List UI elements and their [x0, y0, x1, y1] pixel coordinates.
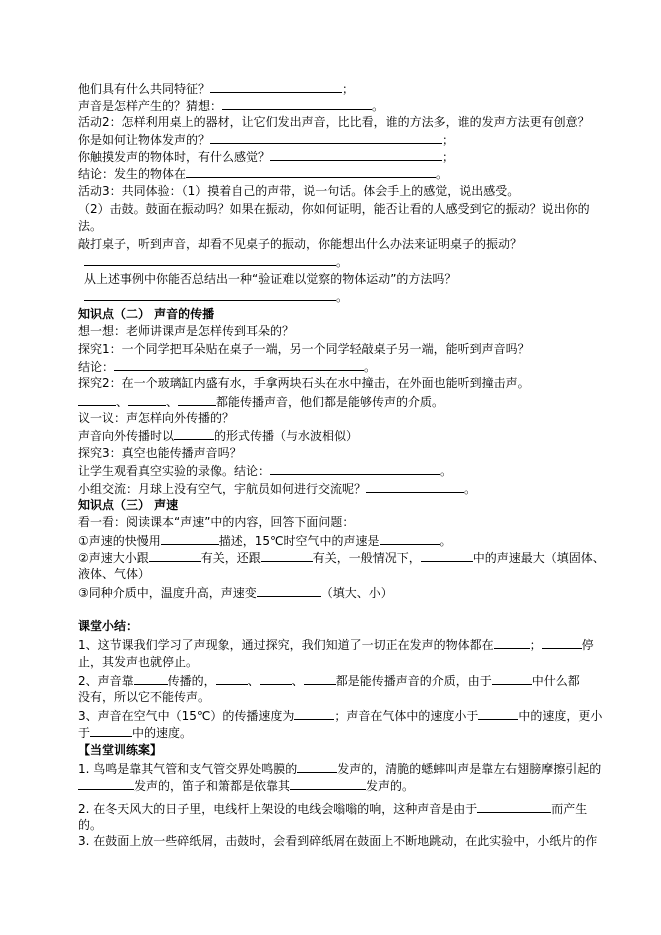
text-line: 2. 在冬天风大的日子里，电线杆上架设的电线会嗡嗡的响，这种声音是由于 而产生	[78, 802, 588, 816]
blank-field[interactable]	[492, 672, 532, 685]
blank-field[interactable]	[186, 165, 436, 178]
text-line: 法。	[78, 219, 103, 233]
text-line: 小组交流：月球上没有空气，宇航员如何进行交流呢？ 。	[78, 482, 477, 496]
blank-field[interactable]	[78, 393, 116, 406]
text-line: 你触摸发声的物体时，有什么感觉？ ；	[78, 150, 455, 164]
text-line: 发声的，笛子和箫都是依靠其 发声的。	[78, 777, 414, 794]
blank-field[interactable]	[304, 672, 336, 685]
text-line: 没有，所以它不能传声。	[78, 690, 211, 704]
text-line: 3. 在鼓面上放一些碎纸屑，击鼓时，会看到碎纸屑在鼓面上不断地跳动，在此实验中，小纸片的作	[78, 834, 598, 848]
blank-field[interactable]	[216, 672, 248, 685]
blank-field[interactable]	[477, 800, 551, 813]
text-line: 探究3：真空也能传播声音吗？	[78, 446, 242, 460]
text-line: ①声速的快慢用 描述，15℃时空气中的声速是 。	[78, 534, 452, 548]
blank-field[interactable]	[222, 97, 372, 110]
blank-field[interactable]	[128, 393, 166, 406]
text-line: 看一看：阅读课本“声速”中的内容，回答下面问题：	[78, 515, 355, 529]
section-heading: 知识点（二） 声音的传播	[78, 307, 215, 321]
text-line: 、 、 都能传播声音，他们都是能够传声的介质。	[78, 393, 444, 410]
text-line: （2）击鼓。鼓面在振动吗？如果在振动，你如何证明，能否让看的人感受到它的振动？说出你的	[78, 202, 590, 216]
text-line: 想一想：老师讲课声是怎样传到耳朵的？	[78, 324, 295, 338]
blank-field[interactable]	[260, 672, 292, 685]
blank-field[interactable]	[134, 672, 168, 685]
blank-field[interactable]	[290, 777, 366, 790]
blank-field[interactable]	[421, 549, 473, 562]
blank-field[interactable]	[114, 358, 364, 371]
blank-field[interactable]	[494, 636, 530, 649]
blank-field[interactable]	[178, 393, 216, 406]
blank-field[interactable]	[84, 288, 336, 301]
blank-field[interactable]	[478, 707, 518, 720]
text-line: 结论：发生的物体在 。	[78, 167, 449, 181]
text-line: 活动3：共同体验：（1）摸着自己的声带，说一句话。体会手上的感觉，说出感受。	[78, 184, 520, 198]
text-line: 1、这节课我们学习了声现象，通过探究，我们知道了一切正在发声的物体都在 ； 停	[78, 638, 594, 652]
blank-field[interactable]	[90, 724, 132, 737]
text-line: 止，其发声也就停止。	[78, 655, 199, 669]
blank-field[interactable]	[270, 148, 442, 161]
text-line: 议一议：声怎样向外传播的？	[78, 411, 235, 425]
text-line: 活动2：怎样利用桌上的器材，让它们发出声音，比比看，谁的方法多，谁的发声方法更有创意？	[78, 115, 590, 129]
text-line: 你是如何让物体发声的？ ；	[78, 133, 455, 147]
text-line: 2、声音靠 传播的， 、 、 都是能传播声音的介质，由于 中什么都	[78, 674, 580, 688]
section-heading: 课堂小结：	[78, 619, 139, 633]
text-line: 让学生观看真空实验的录像。结论： 。	[78, 464, 453, 478]
section-heading: 知识点（三） 声速	[78, 498, 179, 512]
section-heading: 【当堂训练案】	[78, 743, 163, 757]
blank-field[interactable]	[78, 777, 134, 790]
text-line: 1. 鸟鸣是靠其气管和支气管交界处鸣膜的 发声的，清脆的蟋蟀叫声是靠左右翅膀摩擦引起的	[78, 762, 602, 776]
blank-field[interactable]	[257, 584, 321, 597]
blank-field[interactable]	[380, 532, 440, 545]
blank-field[interactable]	[366, 480, 464, 493]
blank-field[interactable]	[542, 636, 582, 649]
blank-field[interactable]	[297, 760, 337, 773]
blank-field[interactable]	[270, 462, 440, 475]
text-line: 从上述事例中你能否总结出一种“验证难以觉察的物体运动”的方法吗？	[84, 272, 457, 286]
text-line: 探究1：一个同学把耳朵贴在桌子一端，另一个同学轻敲桌子另一端，能听到声音吗？	[78, 342, 530, 356]
blank-field[interactable]	[174, 427, 214, 440]
text-line: 的。	[78, 818, 103, 832]
text-line: ③同种介质中，温度升高，声速变 （填大、小）	[78, 586, 393, 600]
text-line: 探究2：在一个玻璃缸内盛有水，手拿两块石头在水中撞击，在外面也能听到撞击声。	[78, 376, 530, 390]
blank-field[interactable]	[261, 549, 313, 562]
text-line: 液体、气体）	[78, 567, 151, 581]
text-line: 声音向外传播时以 的形式传播（与水波相似）	[78, 429, 359, 443]
blank-field[interactable]	[210, 80, 342, 93]
blank-field[interactable]	[294, 707, 334, 720]
blank-field[interactable]	[84, 253, 336, 266]
text-line: 结论： 。	[78, 360, 377, 374]
text-line: ②声速大小跟 有关，还跟 有关，一般情况下， 中的声速最大（填固体、	[78, 551, 605, 565]
text-line: 声音是怎样产生的？猜想： 。	[78, 99, 385, 113]
blank-field[interactable]	[161, 532, 219, 545]
blank-field[interactable]	[149, 549, 201, 562]
text-line: 。	[84, 288, 348, 305]
blank-field[interactable]	[210, 131, 442, 144]
text-line: 3、声音在空气中（15℃）的传播速度为 ；声音在气体中的速度小于 中的速度，更小	[78, 709, 603, 723]
text-line: 敲打桌子，听到声音，却看不见桌子的振动，你能想出什么办法来证明桌子的振动？	[78, 237, 523, 251]
text-line: 。	[84, 253, 348, 270]
text-line: 于 中的速度。	[78, 726, 193, 740]
text-line: 他们具有什么共同特征？ ；	[78, 82, 355, 96]
